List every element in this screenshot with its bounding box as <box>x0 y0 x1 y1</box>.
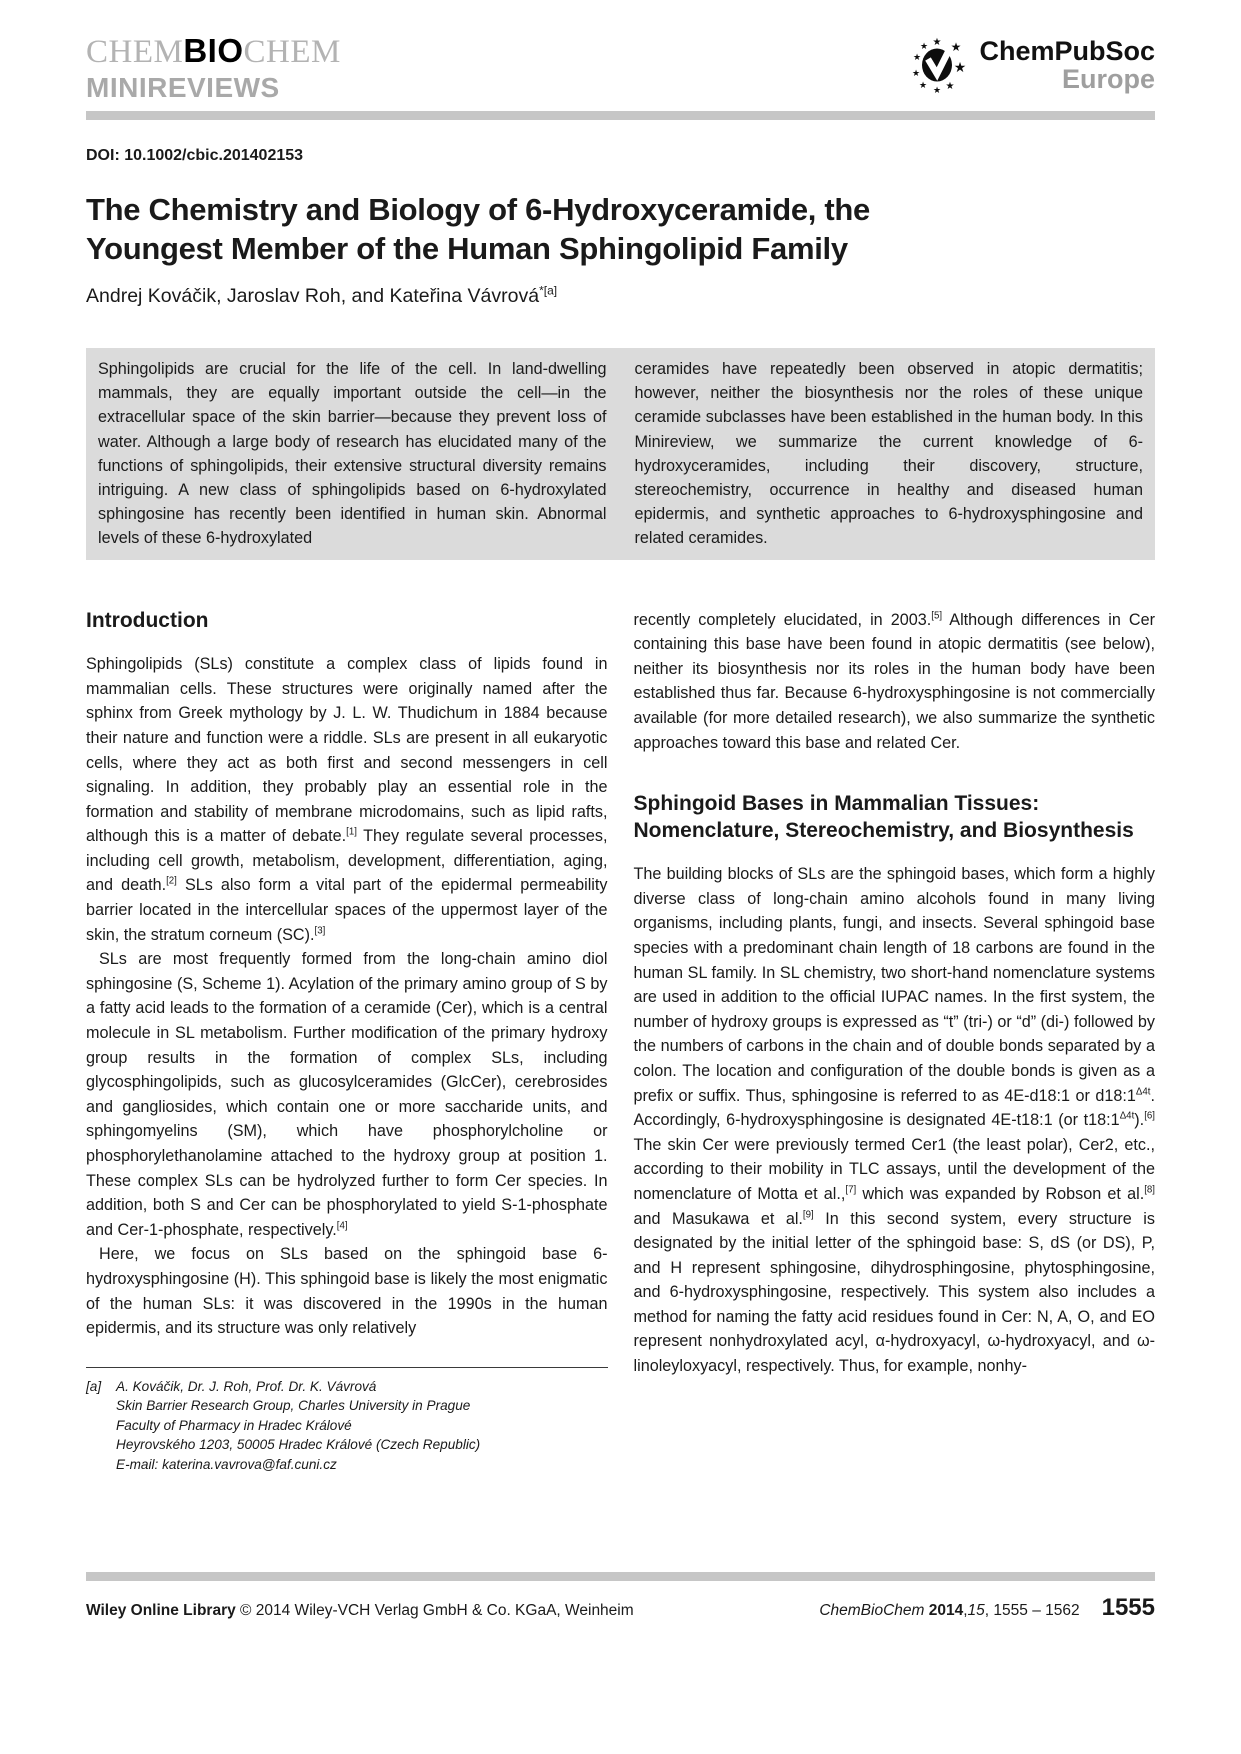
page-footer <box>86 1572 1155 1622</box>
footer-line <box>86 1594 1155 1622</box>
sphingoid-bases-heading: Sphingoid Bases in Mammalian Tissues: Nomenclature, Stereochemistry, and Biosynthesis <box>633 792 1134 842</box>
affiliation-footnote <box>86 1367 608 1475</box>
society-name: ChemPubSoc <box>979 36 1155 66</box>
svg-text:★: ★ <box>919 80 928 90</box>
footnote-lines <box>116 1377 608 1475</box>
article-title-line2: Youngest Member of the Human Sphingolipid Family <box>86 231 848 266</box>
continuation-paragraph: recently completely elucidated, in 2003.[5] Although differences in Cer containing this base have been found in atopic dermatitis (see below), neither its biosynthesis nor its roles in the human body have been established thus far. Because 6-hydroxysphingosine is not commercially available (for more detailed research), we also summarize the synthetic approaches toward this base and related Cer. <box>633 610 1155 752</box>
footnote-authors: A. Kováčik, Dr. J. Roh, Prof. Dr. K. Vávrová <box>116 1378 377 1394</box>
journal-logotype <box>86 34 341 69</box>
chempubsoc-stars-icon <box>912 36 974 94</box>
abstract-box <box>86 348 1155 560</box>
introduction-heading: Introduction <box>86 608 209 632</box>
footer-journal-name: ChemBioChem <box>819 1602 925 1619</box>
society-region: Europe <box>1061 64 1155 94</box>
intro-paragraph-2: SLs are most frequently formed from the long-chain amino diol sphingosine (S, Scheme 1). Acylation of the primary amino group of S by a fatty acid leads to the formation of a ceramide (Cer), which is a central molecule in SL metabolism. Further modification of the primary hydroxy group results in the formation of complex SLs, including glycosphingolipids, such as glucosylceramides (GlcCer), cerebrosides and gangliosides, which contain one or more saccharide units, and sphingomyelins (SM), which have phosphorylcholine or phosphorylethanolamine attached to the hydroxy group at position 1. These complex SLs can be hydrolyzed further to form Cer species. In addition, both S and Cer can be phosphorylated to yield S-1-phosphate and Cer-1-phosphate, respectively.[4] <box>86 950 608 1239</box>
footer-publisher <box>86 1602 634 1620</box>
author-names: Andrej Kováčik, Jaroslav Roh, and Kateřina Vávrová <box>86 285 540 307</box>
footer-volume: 15 <box>967 1602 985 1619</box>
svg-text:★: ★ <box>954 59 967 75</box>
journal-logotype-chem2: CHEM <box>243 34 341 70</box>
footnote-group: Skin Barrier Research Group, Charles University in Prague <box>116 1398 471 1414</box>
footnote-marker: [a] <box>86 1378 102 1394</box>
footnote-address: Heyrovského 1203, 50005 Hradec Králové (Czech Republic) <box>116 1437 481 1453</box>
abstract-left-column: Sphingolipids are crucial for the life of the cell. In land-dwelling mammals, they are equally important outside the cell—in the extracellular space of the skin barrier—because they prevent loss of water. Although a large body of research has elucidated many of the functions of sphingolipids, their extensive structural diversity remains intriguing. A new class of sphingolipids based on 6-hydroxylated sphingosine has recently been identified in human skin. Abnormal levels of these 6-hydroxylated <box>98 360 607 548</box>
footer-divider-bar <box>86 1572 1155 1581</box>
society-logo <box>912 36 1155 94</box>
footer-comma: , <box>963 1602 968 1619</box>
intro-paragraph-1: Sphingolipids (SLs) constitute a complex class of lipids found in mammalian cells. These structures were originally named after the sphinx from Greek mythology by J. L. W. Thudichum in 1884 because their nature and function were a riddle. SLs are present in all eukaryotic cells, where they act as both first and second messengers in cell signaling. In addition, they probably play an essential role in the formation and stability of membrane microdomains, such as lipid rafts, although this is a matter of debate.[1] They regulate several processes, including cell growth, metabolism, development, differentiation, aging, and death.[2] SLs also form a vital part of the epidermal permeability barrier located in the intercellular spaces of the uppermost layer of the skin, the stratum corneum (SC).[3] <box>86 655 608 944</box>
journal-logotype-bio: BIO <box>183 32 244 69</box>
footnote-email: E-mail: katerina.vavrova@faf.cuni.cz <box>116 1456 337 1472</box>
authors-line <box>86 285 1155 308</box>
footnote-faculty: Faculty of Pharmacy in Hradec Králové <box>116 1417 352 1433</box>
article-title-line1: The Chemistry and Biology of 6-Hydroxyceramide, the <box>86 192 870 227</box>
footer-citation <box>819 1594 1155 1622</box>
footer-library-name: Wiley Online Library <box>86 1602 236 1619</box>
svg-text:★: ★ <box>932 37 942 48</box>
footnote-rule <box>86 1367 608 1368</box>
journal-section-label: MINIREVIEWS <box>86 72 280 103</box>
article-body <box>86 608 1155 1475</box>
author-affiliation-ref: *[a] <box>539 283 558 298</box>
svg-text:★: ★ <box>945 81 955 92</box>
svg-text:★: ★ <box>913 52 922 62</box>
left-column <box>86 608 608 1475</box>
sphingoid-bases-paragraph-1: The building blocks of SLs are the sphingoid bases, which form a highly diverse class of long-chain amino alcohols found in many living organisms, including plants, fungi, and insects. Several sphingoid base species with a predominant chain length of 18 carbons are found in the human SL family. In SL chemistry, two short-hand nomenclature systems are used in addition to the official IUPAC names. In the first system, the number of hydroxy groups is expressed as “t” (tri-) or “d” (di-) followed by the numbers of carbons in the chain and of double bonds separated by a colon. The location and configuration of the double bonds is given as a prefix or suffix. Thus, sphingosine is referred to as 4E-d18:1 or $d18:1^{\Delta 4t}$. Accordingly, 6-hydroxysphingosine is designated 4E-t18:1 (or $t18:1^{\Delta 4t}).[6]$ The skin Cer were previously termed Cer1 (the least polar), Cer2, etc., according to their mobility in TLC assays, until the development of the nomenclature of Motta et al.,[7] which was expanded by Robson et al.[8] and Masukawa et al.[9] In this second system, every structure is designated by the initial letter of the sphingoid base: S, dS (or DS), P, and H represent sphingosine, dihydrosphingosine, phytosphingosine, and 6-hydroxysphingosine, respectively. This system also includes a method for naming the fatty acid residues found in Cer: N, A, O, and EO represent nonhydroxylated acyl, α-hydroxyacyl, ω-hydroxyacyl, and ω-linoleyloxyacyl, respectively. Thus, for example, nonhy- <box>633 865 1155 1376</box>
right-column <box>634 608 1156 1475</box>
footer-year: 2014 <box>928 1602 964 1619</box>
svg-text:★: ★ <box>912 68 921 78</box>
page-number: 1555 <box>1101 1594 1155 1621</box>
intro-paragraph-3: Here, we focus on SLs based on the sphingoid base 6-hydroxysphingosine (H). This sphingoid base is likely the most enigmatic of the human SLs: it was discovered in the 1990s in the human epidermis, and its structure was only relatively <box>86 1245 608 1338</box>
society-name-block <box>979 37 1155 93</box>
svg-text:★: ★ <box>933 85 942 94</box>
journal-brand <box>86 34 341 104</box>
doi-label: DOI: 10.1002/cbic.201402153 <box>86 147 304 164</box>
header-divider-bar <box>86 111 1155 120</box>
page-header <box>86 34 1155 104</box>
footer-copyright: © 2014 Wiley-VCH Verlag GmbH & Co. KGaA, Weinheim <box>240 1602 634 1619</box>
abstract-right-column: ceramides have repeatedly been observed in atopic dermatitis; however, neither the biosynthesis nor the roles of these unique ceramide subclasses have been established in the human body. In this Minireview, we summarize the current knowledge of 6-hydroxyceramides, including their discovery, structure, stereochemistry, occurrence in healthy and diseased human epidermis, and synthetic approaches to 6-hydroxysphingosine and related ceramides. <box>634 360 1143 548</box>
svg-text:★: ★ <box>951 40 962 54</box>
footer-pages: , 1555 – 1562 <box>984 1602 1080 1619</box>
svg-text:★: ★ <box>920 41 929 51</box>
journal-logotype-chem1: CHEM <box>86 34 184 70</box>
article-title <box>86 190 1155 268</box>
footnote-row <box>86 1377 608 1475</box>
